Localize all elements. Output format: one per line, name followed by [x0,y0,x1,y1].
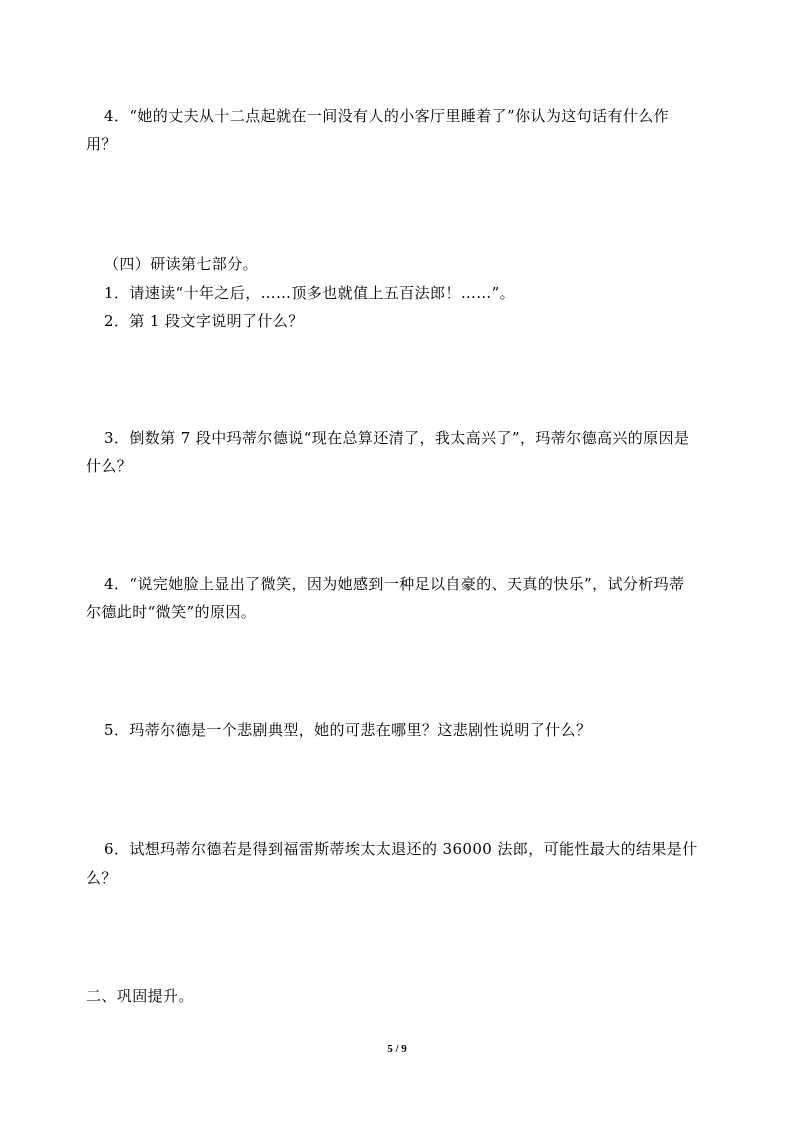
question-4-line-1: 4．“她的丈夫从十二点起就在一间没有人的小客厅里睡着了”你认为这句话有什么作 [104,107,670,125]
section-4-item-5: 5．玛蒂尔德是一个悲剧典型，她的可悲在哪里？这悲剧性说明了什么？ [104,721,592,739]
section-4-item-1: 1．请速读“十年之后，……顶多也就值上五百法郎！……”。 [104,284,516,302]
part-2-heading: 二、巩固提升。 [86,987,194,1005]
page-number: 5 / 9 [387,1043,407,1055]
section-4-item-4-line-2: 尔德此时“微笑”的原因。 [86,603,257,621]
section-4-item-2: 2．第 1 段文字说明了什么？ [104,312,304,330]
section-4-heading: （四）研读第七部分。 [104,255,259,273]
section-4-item-6-line-2: 么？ [86,869,117,887]
section-4-item-3-line-1: 3．倒数第 7 段中玛蒂尔德说“现在总算还清了，我太高兴了”，玛蒂尔德高兴的原因是 [104,429,690,447]
section-4-item-3-line-2: 什么？ [86,457,133,475]
question-4-line-2: 用？ [86,135,117,153]
section-4-item-4-line-1: 4．“说完她脸上显出了微笑，因为她感到一种足以自豪的、天真的快乐”，试分析玛蒂 [104,575,685,593]
section-4-item-6-line-1: 6．试想玛蒂尔德若是得到福雷斯蒂埃太太退还的 36000 法郎，可能性最大的结果是什 [104,840,698,858]
